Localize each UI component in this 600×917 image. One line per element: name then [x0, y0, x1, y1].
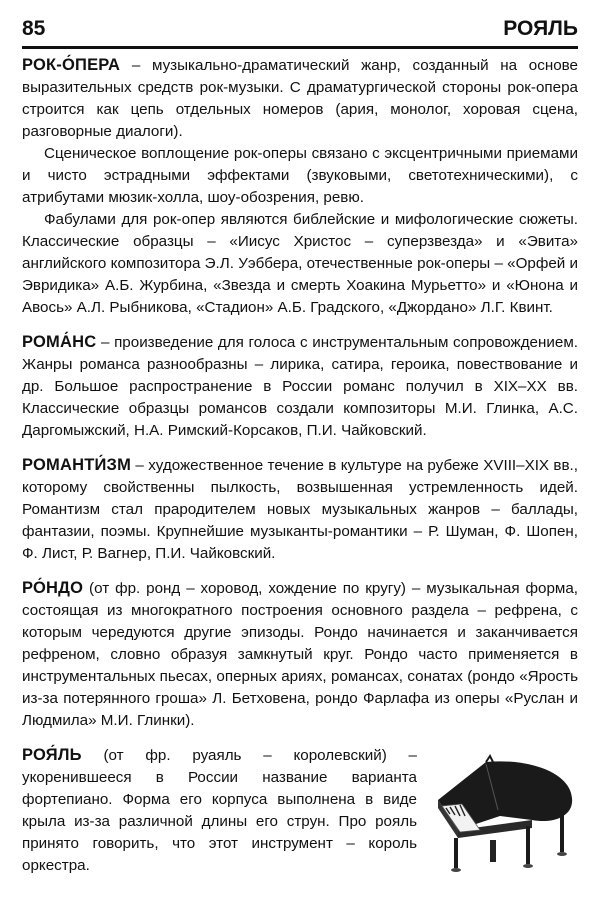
entry-term: РО́НДО	[22, 579, 84, 597]
entry-term: РОЯ́ЛЬ	[22, 746, 82, 764]
grand-piano-text	[22, 744, 417, 877]
entry-term: РОМА́НС	[22, 333, 97, 351]
entry-text: (от фр. руаяль – королевский) – укоренившееся в России название варианта фортепиано. Форма его корпуса выполнена в виде крыла из-за различной длины его струн. Про рояль принято говорить, что этот инструмент – король оркестра.	[22, 747, 417, 874]
page-number: 85	[22, 17, 46, 40]
entry-grand-piano	[22, 744, 578, 877]
entry-term: РОМАНТИ́ЗМ	[22, 456, 132, 474]
entry-rock-opera	[22, 54, 578, 319]
entry-paragraph	[22, 331, 578, 442]
running-title: РОЯЛЬ	[503, 17, 578, 40]
page-header	[22, 14, 578, 44]
entry-paragraph	[22, 54, 578, 143]
entry-romance	[22, 331, 578, 442]
entry-paragraph	[22, 454, 578, 565]
entry-paragraph	[22, 577, 578, 732]
entry-paragraph: Сценическое воплощение рок-оперы связано с эксцентричными приемами и чисто эстрадными эффектами (звуковыми, светотехническими), с атрибутами мюзик-холла, шоу-обозрения, ревю.	[22, 145, 578, 206]
entry-text: (от фр. ронд – хоровод, хождение по кругу) – музыкальная форма, состоящая из многократного построения основного раздела – рефрена, с которым чередуются другие эпизоды. Рондо начинается и заканчивается рефреном, словно образуя замкнутый круг. Рондо часто применяется в инструментальных пьесах, оперных ариях, романсах, сонатах (рондо «Ярость из-за потерянного гроша» Л. Бетховена, рондо Фарлафа из оперы «Руслан и Людмила» М.И. Глинки).	[22, 580, 578, 729]
entry-text: – произведение для голоса с инструментальным сопровождением. Жанры романса разнообразны – лирика, сатира, героика, повествование и др. Большое распространение в России романс получил в XIX–XX вв. Классические образцы романсов создали композиторы М.И. Глинка, А.С. Даргомыжский, Н.А. Римский-Корсаков, П.И. Чайковский.	[22, 334, 578, 439]
entry-romanticism	[22, 454, 578, 565]
entry-text: – музыкально-драматический жанр, созданный на основе выразительных средств рок-музыки. С драматургической стороны рок-опера строится как цепь отдельных номеров (ария, монолог, хоровая сцена, разговорные диалоги).	[22, 57, 578, 140]
entry-paragraph	[22, 744, 417, 877]
entry-term: РОК-О́ПЕРА	[22, 56, 121, 74]
entry-rondo	[22, 577, 578, 732]
grand-piano-icon	[428, 754, 578, 874]
header-rule	[22, 46, 578, 49]
dictionary-content	[22, 54, 578, 889]
entry-paragraph: Фабулами для рок-опер являются библейские и мифологические сюжеты. Классические образцы – «Иисус Христос – суперзвезда» и «Эвита» английского композитора Э.Л. Уэббера, отечественные рок-оперы – «Орфей и Эвридика» А.Б. Журбина, «Звезда и смерть Хоакина Мурьетто» и «Юнона и Авось» А.Л. Рыбникова, «Стадион» А.Б. Градского, «Джордано» Л.Г. Квинт.	[22, 211, 578, 316]
entry-text: – художественное течение в культуре на рубеже XVIII–XIX вв., которому свойственны пылкость, возвышенная устремленность идей. Романтизм стал прародителем новых музыкальных жанров – баллады, фантазии, поэмы. Крупнейшие музыканты-романтики – Р. Шуман, Ф. Шопен, Ф. Лист, Р. Вагнер, П.И. Чайковский.	[22, 457, 578, 562]
